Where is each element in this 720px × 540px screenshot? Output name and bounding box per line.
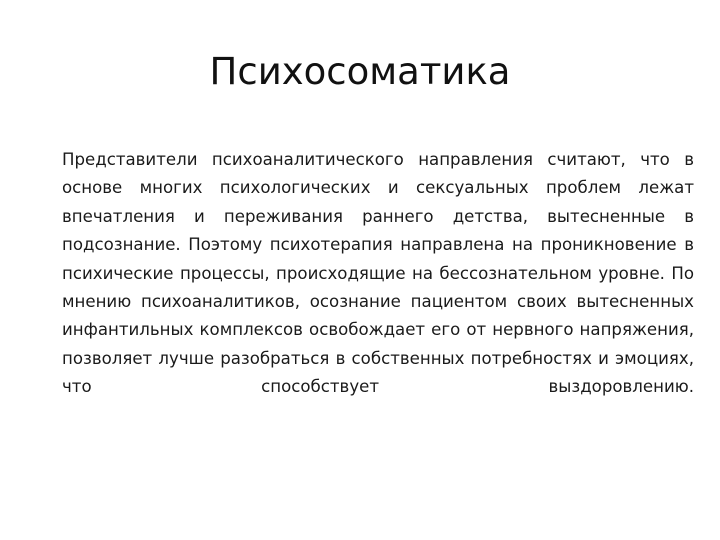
slide-body-text: Представители психоаналитического направления считают, что в основе многих психологических и сексуальных проблем лежат впечатления и переживания раннего детства, вытесненные в подсознание. Поэтому психотерапия направлена на проникновение в психические процессы, происходящие на бессознательном уровне. По мнению психоаналитиков, осознание пациентом своих вытесненных инфантильных комплексов освобождает его от нервного напряжения, позволяет лучше разобраться в собственных потребностях и эмоциях, что способствует выздоровлению. [62,150,694,397]
slide-title: Психосоматика [209,50,511,93]
